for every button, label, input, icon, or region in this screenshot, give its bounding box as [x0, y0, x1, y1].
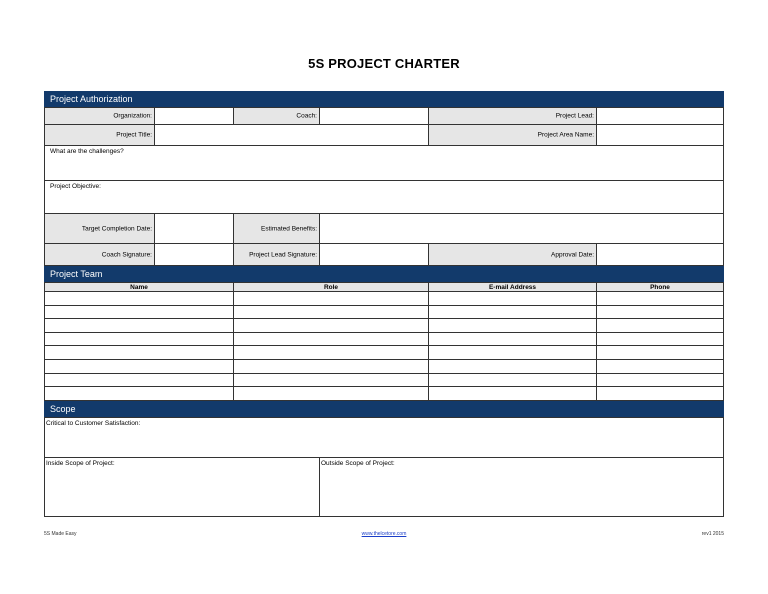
column-header-role: Role — [233, 282, 429, 292]
team-role-cell[interactable] — [233, 345, 429, 360]
ctcs-label: Critical to Customer Satisfaction: — [46, 420, 141, 427]
column-header-name: Name — [44, 282, 234, 292]
project-lead-field[interactable] — [596, 107, 724, 125]
team-phone-cell[interactable] — [596, 332, 724, 347]
team-role-cell[interactable] — [233, 332, 429, 347]
page-title: 5S PROJECT CHARTER — [308, 56, 460, 71]
team-name-cell[interactable] — [44, 291, 234, 306]
team-role-cell[interactable] — [233, 359, 429, 374]
footer-right: rev1 2015 — [701, 531, 724, 537]
team-name-cell[interactable] — [44, 359, 234, 374]
section-header-team: Project Team — [44, 266, 724, 282]
coach-field[interactable] — [319, 107, 429, 125]
team-email-cell[interactable] — [428, 359, 597, 374]
team-email-cell[interactable] — [428, 305, 597, 320]
team-email-cell[interactable] — [428, 373, 597, 388]
team-name-cell[interactable] — [44, 318, 234, 333]
coach-label: Coach: — [233, 107, 320, 125]
team-email-cell[interactable] — [428, 332, 597, 347]
team-phone-cell[interactable] — [596, 291, 724, 306]
outside-scope-field[interactable] — [319, 457, 724, 517]
project-title-field[interactable] — [154, 124, 429, 146]
footer-link[interactable]: www.thelcetore.com — [361, 531, 407, 537]
team-phone-cell[interactable] — [596, 305, 724, 320]
team-name-cell[interactable] — [44, 386, 234, 401]
team-role-cell[interactable] — [233, 291, 429, 306]
team-role-cell[interactable] — [233, 373, 429, 388]
team-role-cell[interactable] — [233, 386, 429, 401]
team-email-cell[interactable] — [428, 386, 597, 401]
team-phone-cell[interactable] — [596, 386, 724, 401]
organization-field[interactable] — [154, 107, 234, 125]
inside-scope-field[interactable] — [44, 457, 320, 517]
section-header-authorization: Project Authorization — [44, 91, 724, 107]
team-name-cell[interactable] — [44, 373, 234, 388]
challenges-label: What are the challenges? — [50, 148, 124, 155]
team-phone-cell[interactable] — [596, 318, 724, 333]
ctcs-field[interactable] — [44, 417, 724, 458]
estimated-benefits-field[interactable] — [319, 213, 724, 244]
target-completion-field[interactable] — [154, 213, 234, 244]
team-phone-cell[interactable] — [596, 359, 724, 374]
team-name-cell[interactable] — [44, 332, 234, 347]
team-email-cell[interactable] — [428, 291, 597, 306]
team-phone-cell[interactable] — [596, 345, 724, 360]
team-email-cell[interactable] — [428, 345, 597, 360]
objective-field[interactable] — [44, 180, 724, 214]
coach-signature-field[interactable] — [154, 243, 234, 266]
team-name-cell[interactable] — [44, 305, 234, 320]
project-title-label: Project Title: — [44, 124, 155, 146]
approval-date-label: Approval Date: — [428, 243, 597, 266]
team-role-cell[interactable] — [233, 318, 429, 333]
column-header-email: E-mail Address — [428, 282, 597, 292]
project-lead-label: Project Lead: — [428, 107, 597, 125]
team-phone-cell[interactable] — [596, 373, 724, 388]
outside-scope-label: Outside Scope of Project: — [321, 460, 395, 467]
team-role-cell[interactable] — [233, 305, 429, 320]
footer-left: 5S Made Easy — [44, 531, 77, 537]
coach-signature-label: Coach Signature: — [44, 243, 155, 266]
project-area-name-label: Project Area Name: — [428, 124, 597, 146]
challenges-field[interactable] — [44, 145, 724, 181]
project-area-name-field[interactable] — [596, 124, 724, 146]
approval-date-field[interactable] — [596, 243, 724, 266]
column-header-phone: Phone — [596, 282, 724, 292]
lead-signature-field[interactable] — [319, 243, 429, 266]
estimated-benefits-label: Estimated Benefits: — [233, 213, 320, 244]
section-header-scope: Scope — [44, 401, 724, 417]
team-name-cell[interactable] — [44, 345, 234, 360]
inside-scope-label: Inside Scope of Project: — [46, 460, 115, 467]
organization-label: Organization: — [44, 107, 155, 125]
target-completion-label: Target Completion Date: — [44, 213, 155, 244]
objective-label: Project Objective: — [50, 183, 101, 190]
team-email-cell[interactable] — [428, 318, 597, 333]
lead-signature-label: Project Lead Signature: — [233, 243, 320, 266]
